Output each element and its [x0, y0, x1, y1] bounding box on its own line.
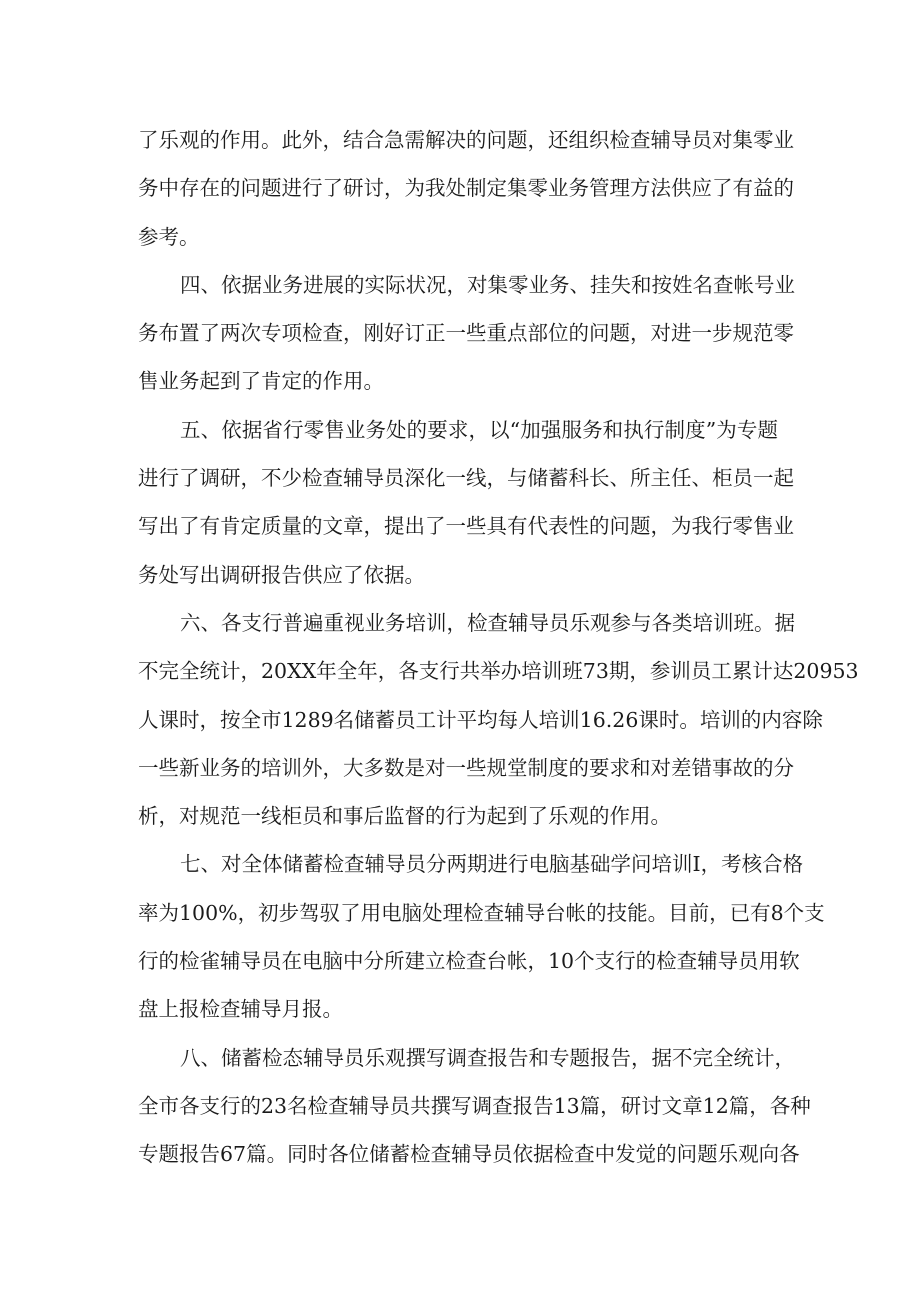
paragraph-line: 专题报告67篇。同时各位储蓄检查辅导员依据检查中发觉的问题乐观向各	[138, 1142, 800, 1167]
paragraph-line: 八、储蓄检态辅导员乐观撰写调查报告和专题报告，据不完全统计，	[180, 1045, 795, 1070]
paragraph-line: 一些新业务的培训外，大多数是对一些规堂制度的要求和对差错事故的分	[138, 755, 794, 780]
paragraph-line: 不完全统计，20XX年全年，各支行共举办培训班73期，参训员工累计达20953	[138, 659, 859, 684]
paragraph-line: 人课时，按全市1289名储蓄员工计平均每人培训16.26课时。培训的内容除	[138, 707, 823, 732]
paragraph-line: 务布置了两次专项检查，刚好订正一些重点部位的问题，对进一步规范零	[138, 321, 794, 346]
paragraph-line: 盘上报检查辅导月报。	[138, 997, 343, 1022]
paragraph-line: 务处写出调研报告供应了依据。	[138, 562, 425, 587]
paragraph-line: 全市各支行的23名检查辅导员共撰写调查报告13篇，研讨文章12篇，各种	[138, 1093, 811, 1118]
paragraph-line: 率为100%，初步驾驭了用电脑处理检查辅导台帐的技能。目前，已有8个支	[138, 900, 825, 925]
paragraph-line: 务中存在的问题进行了研讨，为我处制定集零业务管理方法供应了有益的	[138, 176, 794, 201]
paragraph-line: 了乐观的作用。此外，结合急需解决的问题，还组织检查辅导员对集零业	[138, 128, 794, 152]
paragraph-line: 四、依据业务进展的实际状况，对集零业务、挂失和按姓名查帐号业	[180, 272, 795, 297]
paragraph-line: 七、对全体储蓄检查辅导员分两期进行电脑基础学问培训I，考核合格	[180, 852, 804, 877]
paragraph-line: 五、依据省行零售业务处的要求，以“加强服务和执行制度”为专题	[180, 417, 778, 442]
paragraph-line: 售业务起到了肯定的作用。	[138, 369, 384, 394]
paragraph-line: 六、各支行普遍重视业务培训，检查辅导员乐观参与各类培训班。据	[180, 610, 795, 635]
paragraph-line: 写出了有肯定质量的文章，提出了一些具有代表性的问题，为我行零售业	[138, 514, 794, 539]
paragraph-line: 析，对规范一线柜员和事后监督的行为起到了乐观的作用。	[138, 804, 671, 829]
paragraph-line: 行的检雀辅导员在电脑中分所建立检查台帐，10个支行的检查辅导员用软	[138, 949, 800, 974]
document-body	[138, 116, 859, 1179]
paragraph-line: 进行了调研，不少检查辅导员深化一线，与储蓄科长、所主任、柜员一起	[138, 466, 794, 491]
paragraph-line: 参考。	[138, 224, 200, 249]
